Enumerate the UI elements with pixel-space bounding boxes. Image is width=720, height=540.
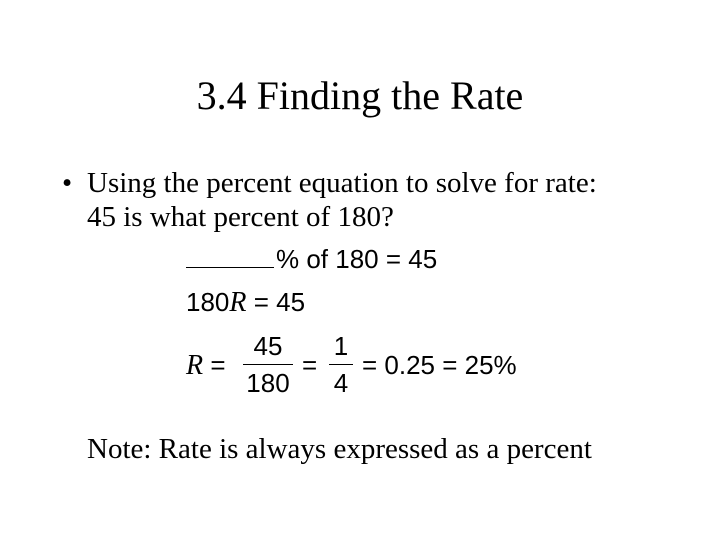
- equation-3-tail: [362, 350, 517, 380]
- equation-3-equals-2: =: [302, 350, 318, 380]
- fraction-1-denominator: 180: [246, 368, 290, 398]
- equation-1-text: % of 180 = 45: [276, 244, 438, 274]
- equation-3-variable: R: [186, 350, 204, 381]
- bullet-dot-icon: •: [62, 167, 73, 199]
- fraction-2-numerator: 1: [333, 331, 349, 361]
- equation-3-equals-1: =: [210, 350, 226, 380]
- equation-2: [186, 287, 305, 318]
- equation-2-variable: R: [229, 287, 247, 318]
- equation-1: [186, 243, 437, 274]
- fraction-1-numerator: 45: [253, 331, 283, 361]
- equation-3-lhs: [186, 350, 226, 381]
- answer-blank: [186, 243, 274, 268]
- bullet-line-1: Using the percent equation to solve for rate:: [87, 167, 597, 199]
- note-text: Note: Rate is always expressed as a percent: [87, 433, 592, 465]
- equation-2-coefficient: 180: [186, 287, 230, 317]
- fraction-1-over-4: [329, 332, 353, 397]
- equation-3-equals-2-wrap: [302, 350, 317, 380]
- bullet-line-2: 45 is what percent of 180?: [87, 201, 394, 233]
- equation-3-result: = 0.25 = 25%: [362, 350, 517, 380]
- fraction-1-bar: [243, 364, 293, 365]
- fraction-45-over-180: [243, 332, 293, 397]
- fraction-2-denominator: 4: [333, 368, 349, 398]
- slide-title: 3.4 Finding the Rate: [196, 73, 524, 118]
- equation-2-rhs: = 45: [246, 287, 306, 317]
- fraction-2-bar: [329, 364, 353, 365]
